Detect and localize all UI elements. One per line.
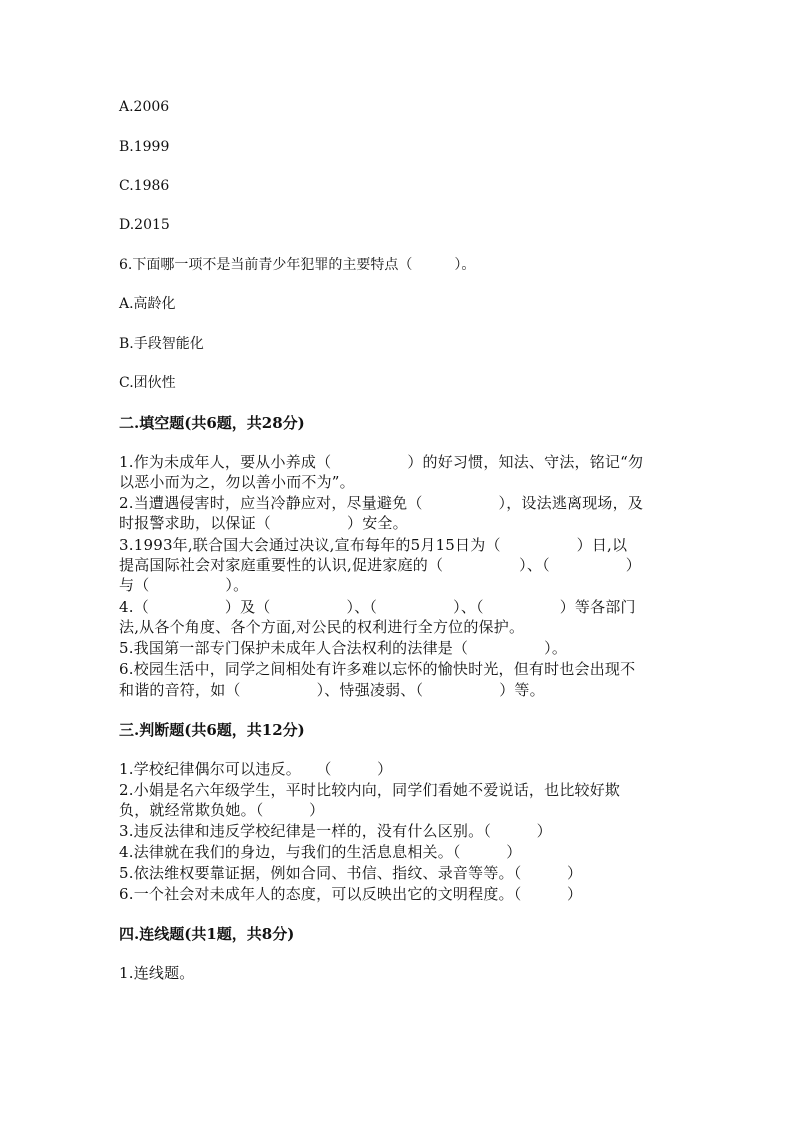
fill-blank-line: 时报警求助，以保证（ ）安全。 xyxy=(119,514,408,532)
fill-blank-line: 6.校园生活中，同学之间相处有许多难以忘怀的愉快时光，但有时也会出现不 xyxy=(119,660,636,678)
true-false-line: 2.小娟是名六年级学生，平时比较内向，同学们看她不爱说话，也比较好欺 xyxy=(119,781,621,799)
fill-blank-line: 提高国际社会对家庭重要性的认识,促进家庭的（ ）、（ ） xyxy=(119,556,641,574)
true-false-line: 1.学校纪律偶尔可以违反。 （ ） xyxy=(119,760,393,778)
fill-blank-line: 4.（ ）及（ ）、（ ）、（ ）等各部门 xyxy=(119,598,636,616)
q6-option-c: C.团伙性 xyxy=(119,375,176,391)
section-2-title: 二.填空题(共6题，共28分) xyxy=(119,414,305,432)
true-false-line: 4.法律就在我们的身边，与我们的生活息息相关。（ ） xyxy=(119,843,522,861)
true-false-line: 3.违反法律和违反学校纪律是一样的，没有什么区别。（ ） xyxy=(119,822,552,840)
q5-option-a: A.2006 xyxy=(119,99,170,115)
matching-question: 1.连线题。 xyxy=(119,964,195,982)
q5-option-d: D.2015 xyxy=(119,217,170,233)
true-false-line: 5.依法维权要靠证据，例如合同、书信、指纹、录音等等。（ ） xyxy=(119,864,583,882)
q5-option-c: C.1986 xyxy=(119,178,170,194)
true-false-line: 负，就经常欺负她。（ ） xyxy=(119,801,325,819)
fill-blank-line: 5.我国第一部专门保护未成年人合法权利的法律是（ ）。 xyxy=(119,639,568,657)
fill-blank-line: 以恶小而为之，勿以善小而不为”。 xyxy=(119,473,355,491)
fill-blank-line: 3.1993年,联合国大会通过决议,宣布每年的5月15日为（ ）日,以 xyxy=(119,536,628,554)
q6-option-a: A.高龄化 xyxy=(119,296,176,312)
fill-blank-line: 和谐的音符，如（ ）、恃强凌弱、（ ）等。 xyxy=(119,681,545,699)
fill-blank-line: 与（ ）。 xyxy=(119,576,249,594)
q5-option-b: B.1999 xyxy=(119,139,170,155)
section-3-title: 三.判断题(共6题，共12分) xyxy=(119,721,305,739)
q6-option-b: B.手段智能化 xyxy=(119,336,204,352)
q6-stem: 6.下面哪一项不是当前青少年犯罪的主要特点（ ）。 xyxy=(119,257,476,273)
fill-blank-line: 1.作为未成年人，要从小养成（ ）的好习惯，知法、守法，铭记“勿 xyxy=(119,453,644,471)
fill-blank-line: 法,从各个角度、各个方面,对公民的权利进行全方位的保护。 xyxy=(119,618,525,636)
section-4-title: 四.连线题(共1题，共8分) xyxy=(119,925,295,943)
true-false-line: 6.一个社会对未成年人的态度，可以反映出它的文明程度。（ ） xyxy=(119,885,583,903)
fill-blank-line: 2.当遭遇侵害时，应当冷静应对，尽量避免（ ），设法逃离现场，及 xyxy=(119,494,644,512)
